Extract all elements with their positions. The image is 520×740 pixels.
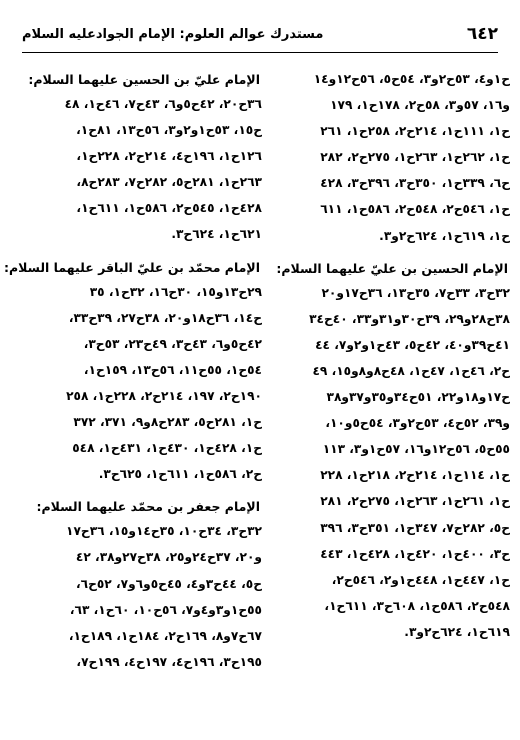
index-line: ٤٢ح٥و٦، ٤٣ح٣، ٤٩ح٢٣، ٥٣ح٣، [83,336,262,351]
index-line: ح١، ٤٤٧ح١، ٤٤٨ح١و٢، ٥٤٦ح٢، [331,572,510,587]
index-line: ح١، ١١١ح١، ٢١٤ح٢، ٢٥٨ح١، ٢٦١ [320,124,510,139]
index-line: ح٦، ٣٣٩ح١، ٣٥٠ح٣، ٣٩٦ح٣، ٤٢٨ [320,176,510,191]
index-line: ح١٤، ٣٦ح١٨و٢٠، ٣٨ح٢٧، ٣٩ح٣٣، [68,310,262,325]
index-line: ٦٢١ح١، ٦٢٤ح٣. [171,227,262,242]
index-line: ١٢٦ح١، ١٩٦ح٤، ٢١٤ح٢، ٢٢٨ح١، [76,149,262,164]
index-line: ٦١٩ح١، ٦٢٤ح٢و٣. [404,624,510,639]
index-line: ح٣، ٤٠٠ح١، ٤٢٠ح١، ٤٢٨ح١، ٤٤٣ [320,546,510,561]
index-line: ٢٦٣ح١، ٢٨١ح٥، ٢٨٢ح٧، ٢٨٣ح٨، [76,175,262,190]
index-line: ح٥، ٢٨٢ح٧، ٣٤٧ح١، ٣٥١ح٣، ٣٩٦ [320,520,510,535]
index-line: ٤٢٨ح١، ٥٤٥ح٢، ٥٨٦ح١، ٦١١ح١، [76,201,262,216]
index-line: ح٥، ٤٤ح٣و٤، ٤٥ح٥و٦و٧، ٥٢ح٦، [75,576,262,591]
index-line: ١٩٠ح٢، ١٩٧، ٢١٤ح٢، ٢٢٨ح١، ٢٥٨ [66,388,262,403]
index-line: ح١، ٥٤٦ح٢، ٥٤٨ح٢، ٥٨٦ح١، ٦١١ [320,202,510,217]
page-number: ٦٤٢ [466,24,498,44]
index-line: ح١، ٦١٩ح١، ٦٢٤ح٢و٣. [379,228,510,243]
index-line: ٥٥ح١و٣و٤و٧، ٥٦ح١٠، ٦٠ح١، ٦٣، [69,602,262,617]
entry-imam-baqir [3,259,262,488]
index-line: ح١، ٢٨١ح٥، ٢٨٣ح٨و٩، ٣٧١، ٣٧٢ [73,415,262,430]
section-title: الإمام الحسين بن عليّ عليهما السلام: [276,260,508,276]
entry-imam-husayn [272,261,510,645]
index-line: ح١، ٤٢٨ح١، ٤٣٠ح١، ٤٣١ح١، ٥٤٨ [72,441,262,456]
index-line: ٣٨ح٢٨و٢٩، ٣٩ح٣٠و٣١و٣٣، ٤٠ح٣٤ [309,311,510,326]
index-line: ٣٢ح٣، ٣٣ح٧، ٣٥ح١٣، ٣٦ح١٧و٢٠ [321,285,510,300]
index-line: و١٦، ٥٧و٣، ٥٨ح٢، ١٧٨ح١، ١٧٩ [330,98,510,113]
index-line: ح٢، ٥٨٦ح١، ٦١١ح١، ٦٢٥ح٣. [98,467,262,482]
index-line: و٢٠، ٣٧ح٢٤و٢٥، ٣٨ح٢٧و٣٨، ٤٢ [75,550,262,565]
header-rule [22,52,498,53]
section-title: الإمام جعفر بن محمّد عليهما السلام: [36,499,260,515]
index-line: ٣٦ح٢٠، ٤٢ح٥و٦، ٤٣ح٧، ٤٦ح١، ٤٨ [64,97,262,111]
index-line: ح١، ٢٦٢ح١، ٢٦٣ح١، ٢٧٥ح٢، ٢٨٢ [320,150,510,165]
entry-imam-ali-ibn-husayn [18,72,262,248]
index-line: ٥٥ح٥، ٥٦ح١٢و١٦، ٥٧ح١و٣، ١١٣ [322,442,510,457]
index-line: ح١٧و١٨و٢٢، ٥١ح٣٤و٣٥و٣٧و٣٨ [326,390,510,405]
running-title: مستدرك عوالم العلوم: الإمام الجوادعليه السلام [22,26,324,42]
entry-imam-sadiq [18,499,262,675]
left-column [3,66,262,687]
index-line: ح١٥، ٥٣ح١و٢و٣، ٥٦ح١٣، ٨١ح١، [76,123,262,138]
index-line: ١٩٥ح٣، ١٩٦ح٤، ١٩٧ح٤، ١٩٩ح٧، [76,654,262,669]
index-line: ٤١ح٣٩و٤٠، ٤٢ح٥، ٤٣ح١و٢و٧، ٤٤ [315,337,510,352]
index-line: ح٢، ٤٦ح١، ٤٧ح١، ٤٨ح٨و٨و١٥، ٤٩ [312,363,510,378]
index-line: ٦٧ح٧و٨، ١٦٩ح٢، ١٨٤ح١، ١٨٩ح١، [68,628,262,643]
index-line: ٥٤ح١، ٥٥ح١١، ٥٦ح١٣، ١٥٩ح١، [83,362,262,377]
continued-entry [272,66,510,249]
index-line: ح١، ١١٤ح١، ٢١٤ح٢، ٢١٨ح١، ٢٢٨ [320,468,510,483]
section-title: الإمام عليّ بن الحسين عليهما السلام: [28,72,260,87]
index-line: ح١و٤، ٥٣ح٢و٣، ٥٤ح٥، ٥٦ح١٢و١٤ [313,72,510,86]
index-line: و٣٩، ٥٢ح٤، ٥٣ح٢و٣، ٥٤ح٥و١٠، [325,416,510,431]
right-column [272,66,510,657]
index-line: ٢٩ح١٣و١٥، ٣٠ح١٦، ٣٢ح١، ٣٥ [89,284,262,299]
page-header [22,22,498,46]
index-line: ٥٤٨ح٢، ٥٨٦ح١، ٦٠٨ح٣، ٦١١ح١، [324,598,510,613]
index-line: ٣٢ح٣، ٣٤ح١٠، ٣٥ح١٤و١٥، ٣٦ح١٧ [66,524,262,539]
section-title: الإمام محمّد بن عليّ الباقر عليهما السلام: [3,259,260,275]
index-line: ح١، ٢٦١ح١، ٢٦٣ح١، ٢٧٥ح٢، ٢٨١ [320,494,510,509]
